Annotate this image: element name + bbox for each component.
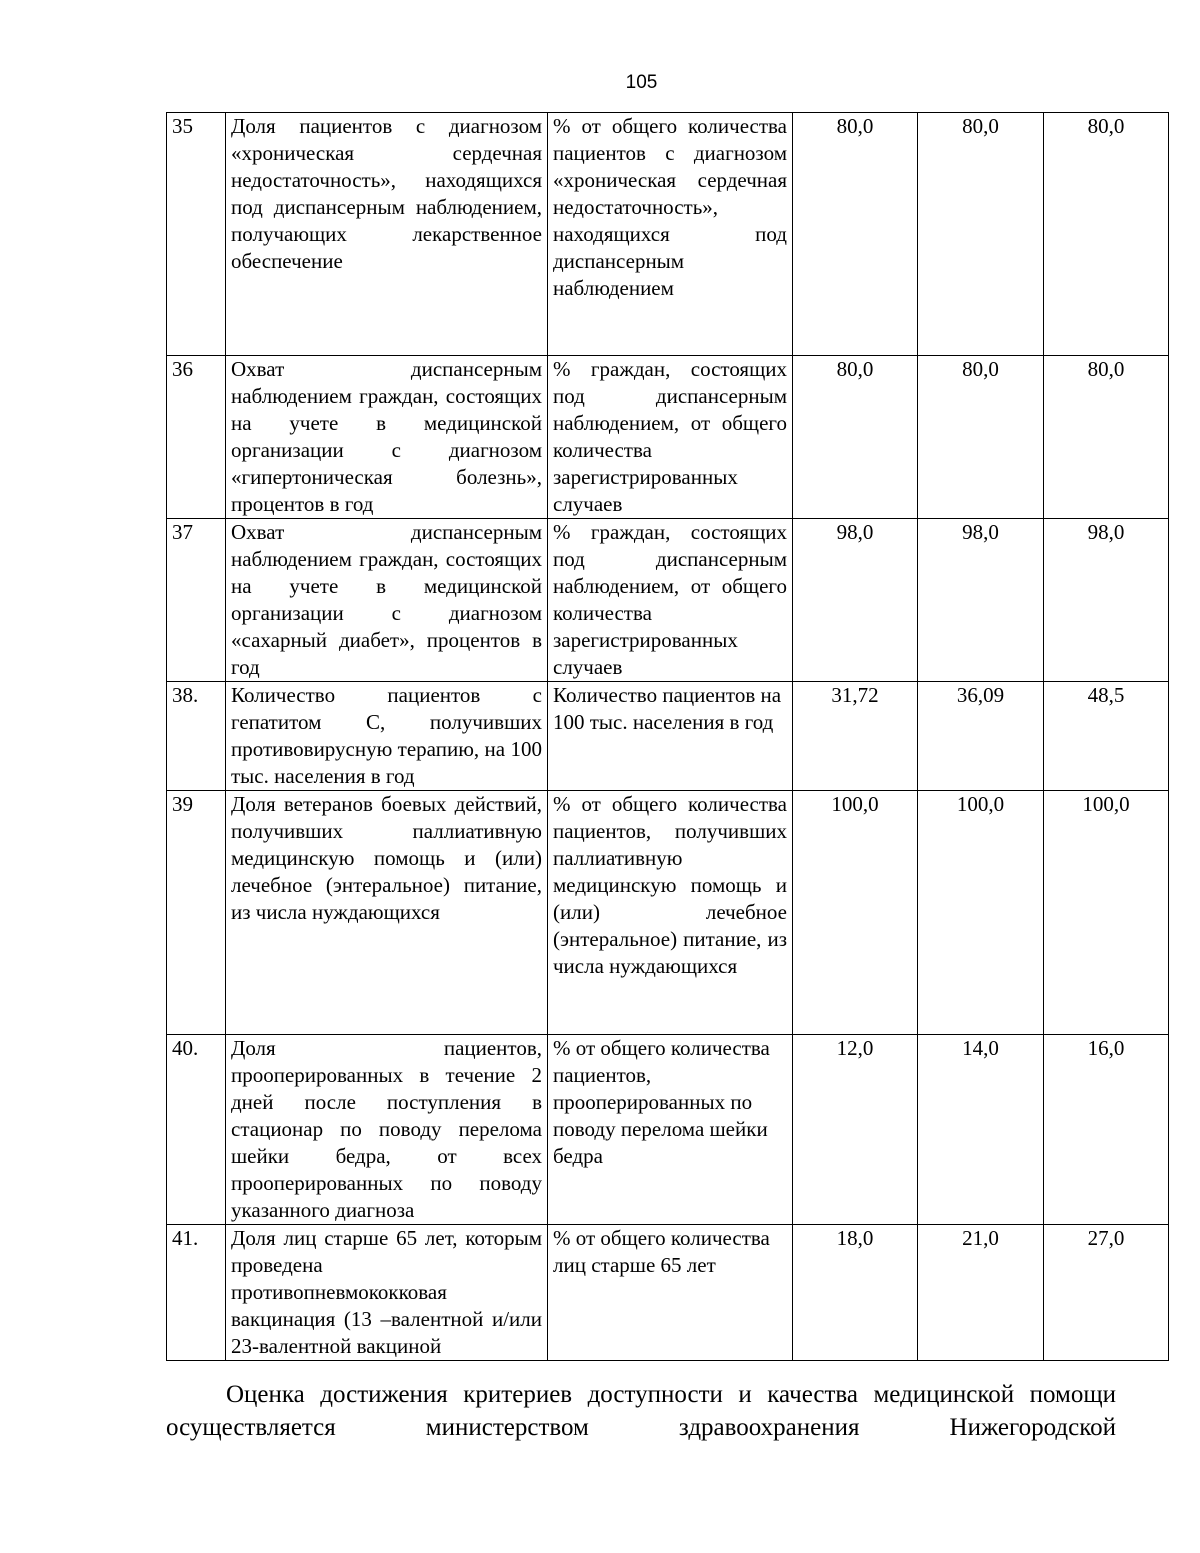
table-row [167,791,1169,1035]
value-year-2: 80,0 [918,356,1044,519]
value-year-1: 31,72 [793,682,918,791]
table-row [167,113,1169,356]
value-year-3: 80,0 [1044,356,1169,519]
value-year-1: 98,0 [793,519,918,682]
table-row [167,1225,1169,1361]
value-year-2: 98,0 [918,519,1044,682]
indicator-name: Количество пациентов с гепатитом С, получивших противовирусную терапию, на 100 тыс. населения в год [226,682,548,791]
row-number: 37 [167,519,226,682]
value-year-1: 100,0 [793,791,918,1035]
table-row [167,356,1169,519]
value-year-3: 16,0 [1044,1035,1169,1225]
table-row [167,519,1169,682]
row-number: 38. [167,682,226,791]
unit-of-measure: % от общего количества лиц старше 65 лет [548,1225,793,1361]
value-year-1: 12,0 [793,1035,918,1225]
unit-of-measure: % от общего количества пациентов, прооперированных по поводу перелома шейки бедра [548,1035,793,1225]
unit-of-measure: % граждан, состоящих под диспансерным наблюдением, от общего количества зарегистрированных случаев [548,356,793,519]
value-year-2: 36,09 [918,682,1044,791]
row-number: 36 [167,356,226,519]
value-year-1: 80,0 [793,113,918,356]
value-year-3: 48,5 [1044,682,1169,791]
value-year-1: 80,0 [793,356,918,519]
indicator-name: Охват диспансерным наблюдением граждан, состоящих на учете в медицинской организации с диагнозом «сахарный диабет», процентов в год [226,519,548,682]
value-year-2: 80,0 [918,113,1044,356]
value-year-3: 80,0 [1044,113,1169,356]
indicator-name: Доля ветеранов боевых действий, получивших паллиативную медицинскую помощь и (или) лечебное (энтеральное) питание, из числа нуждающихся [226,791,548,1035]
indicator-name: Доля пациентов, прооперированных в течение 2 дней после поступления в стационар по поводу перелома шейки бедра, от всех прооперированных по поводу указанного диагноза [226,1035,548,1225]
row-number: 39 [167,791,226,1035]
value-year-2: 100,0 [918,791,1044,1035]
value-year-2: 21,0 [918,1225,1044,1361]
value-year-2: 14,0 [918,1035,1044,1225]
value-year-3: 98,0 [1044,519,1169,682]
unit-of-measure: % от общего количества пациентов, получивших паллиативную медицинскую помощь и (или) лечебное (энтеральное) питание, из числа нуждающихся [548,791,793,1035]
unit-of-measure: % граждан, состоящих под диспансерным наблюдением, от общего количества зарегистрированных случаев [548,519,793,682]
indicator-name: Охват диспансерным наблюдением граждан, состоящих на учете в медицинской организации с диагнозом «гипертоническая болезнь», процентов в год [226,356,548,519]
row-number: 41. [167,1225,226,1361]
unit-of-measure: % от общего количества пациентов с диагнозом «хроническая сердечная недостаточность», находящихся под диспансерным наблюдением [548,113,793,356]
page-number: 105 [625,72,658,93]
row-number: 35 [167,113,226,356]
table-row [167,682,1169,791]
value-year-3: 27,0 [1044,1225,1169,1361]
indicator-name: Доля лиц старше 65 лет, которым проведена противопневмококковая вакцинация (13 –валентной и/или 23-валентной вакциной [226,1225,548,1361]
body-paragraph: Оценка достижения критериев доступности и качества медицинской помощи осуществляется министерством здравоохранения Нижегородской [166,1381,1116,1441]
value-year-1: 18,0 [793,1225,918,1361]
unit-of-measure: Количество пациентов на 100 тыс. населения в год [548,682,793,791]
indicator-name: Доля пациентов с диагнозом «хроническая сердечная недостаточность», находящихся под диспансерным наблюдением, получающих лекарственное обеспечение [226,113,548,356]
table-row [167,1035,1169,1225]
row-number: 40. [167,1035,226,1225]
criteria-table [166,112,1169,1361]
value-year-3: 100,0 [1044,791,1169,1035]
